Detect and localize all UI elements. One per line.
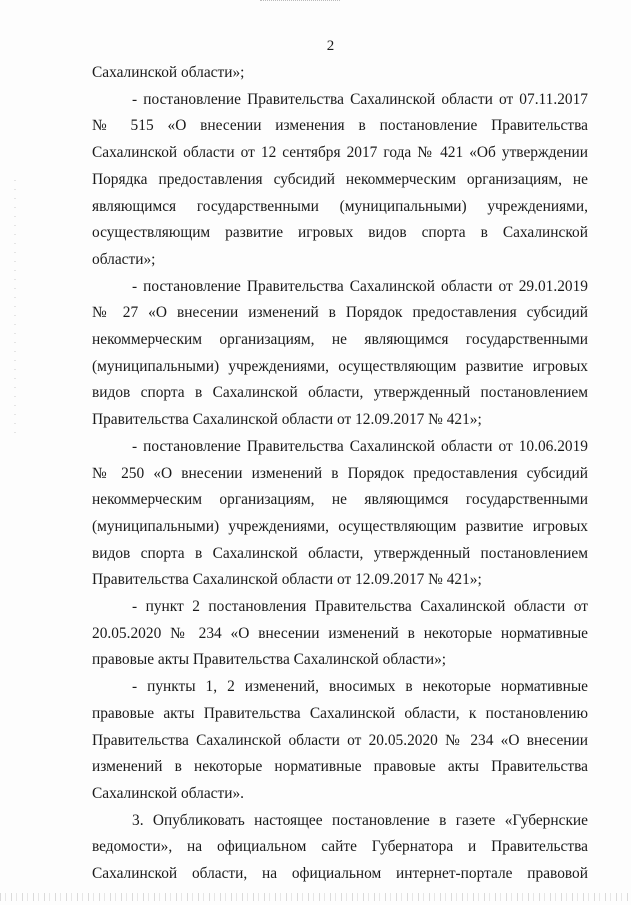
paragraph-item-points-1-2: - пункты 1, 2 изменений, вносимых в некоторые нормативные правовые акты Правительства Сахалинской области, к постановлению Правительства Сахалинской области от 20.05.2020 № 234 «О внесении изменений в некоторые нормативные правовые акты Правительства Сахалинской области». [92, 678, 588, 802]
scan-artifact-top [260, 0, 340, 3]
page-number: 2 [326, 38, 335, 54]
document-body [92, 60, 588, 888]
scan-artifact-bottom [0, 893, 631, 901]
paragraph-item-250: - постановление Правительства Сахалинской области от 10.06.2019 № 250 «О внесении изменений в Порядок предоставления субсидий некоммерческим организациям, не являющимся государственными (муниципальными) учреждениями, осуществляющим развитие игровых видов спорта в Сахалинской области, утвержденный постановлением Правительства Сахалинской области от 12.09.2017 № 421»; [92, 437, 588, 589]
paragraph-item-27: - постановление Правительства Сахалинской области от 29.01.2019 № 27 «О внесении изменений в Порядок предоставления субсидий некоммерческим организациям, не являющимся государственными (муниципальными) учреждениями, осуществляющим развитие игровых видов спорта в Сахалинской области, утвержденный постановлением Правительства Сахалинской области от 12.09.2017 № 421»; [92, 277, 588, 429]
scan-artifact-left [14, 180, 16, 440]
paragraph-item-point-2: - пункт 2 постановления Правительства Сахалинской области от 20.05.2020 № 234 «О внесении изменений в некоторые нормативные правовые акты Правительства Сахалинской области»; [92, 598, 588, 669]
paragraph-item-515: - постановление Правительства Сахалинской области от 07.11.2017 № 515 «О внесении изменения в постановление Правительства Сахалинской области от 12 сентября 2017 года № 421 «Об утверждении Порядка предоставления субсидий некоммерческим организациям, не являющимся государственными (муниципальными) учреждениями, осуществляющим развитие игровых видов спорта в Сахалинской области»; [92, 90, 588, 268]
paragraph-section-3: 3. Опубликовать настоящее постановление в газете «Губернские ведомости», на официальном сайте Губернатора и Правительства Сахалинской области, на официальном интернет-портале правовой [92, 811, 588, 883]
paragraph-continuation: Сахалинской области»; [92, 64, 245, 81]
